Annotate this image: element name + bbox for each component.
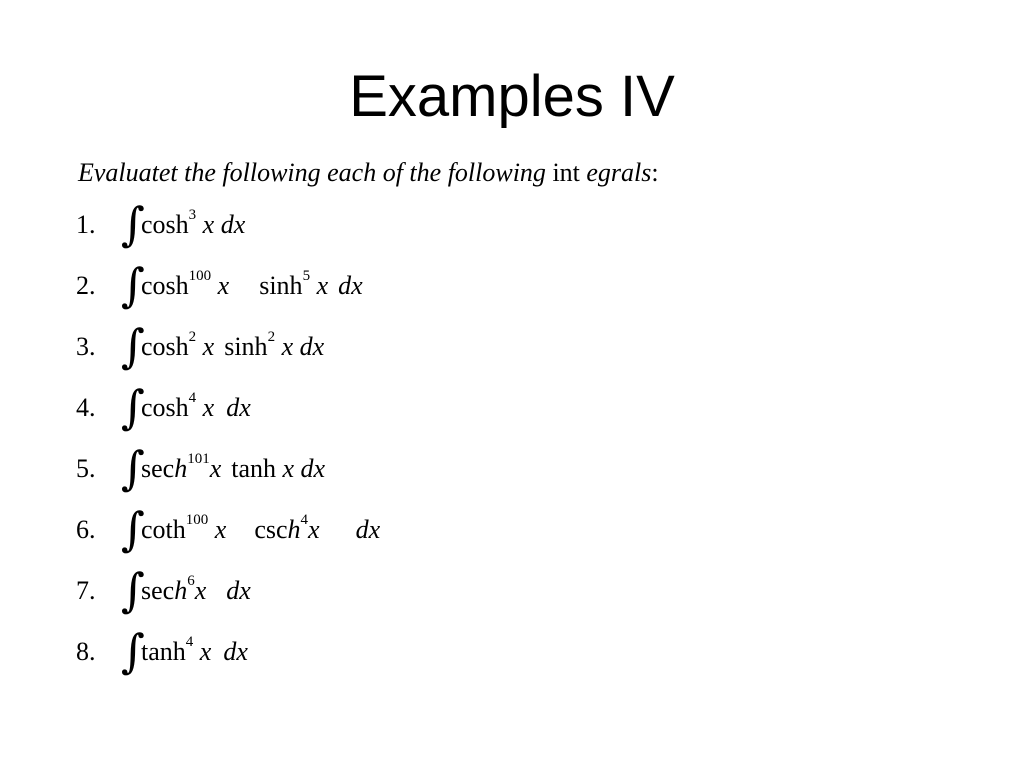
problem-number: 3. [76, 332, 96, 361]
math-function: cosh [141, 271, 189, 300]
integral-sign-icon: ∫ [121, 441, 145, 495]
math-variable: h [174, 576, 188, 605]
problem-number: 7. [76, 576, 96, 605]
exponent: 101 [187, 451, 210, 468]
integral-sign-icon: ∫ [121, 624, 145, 678]
math-function: cosh [141, 393, 189, 422]
math-variable: dx [223, 637, 248, 666]
math-function: sec [141, 454, 175, 483]
math-variable: x dx [276, 454, 326, 483]
instruction-part-2: int [552, 158, 580, 187]
instruction-part-4: : [651, 158, 659, 187]
math-function: sec [141, 576, 175, 605]
integrand-expression [141, 207, 246, 240]
math-function: coth [141, 515, 186, 544]
instruction-text [78, 156, 659, 190]
math-variable: dx [338, 271, 363, 300]
exponent: 3 [188, 207, 197, 224]
math-function: cosh [141, 332, 189, 361]
math-variable: x [193, 637, 212, 666]
math-variable: x [308, 515, 320, 544]
math-variable: x [310, 271, 329, 300]
instruction-part-1: Evaluatet the following each of the following [78, 158, 553, 187]
math-variable: x [196, 332, 215, 361]
problem-number: 1. [76, 210, 96, 239]
problem-number: 4. [76, 393, 96, 422]
math-function: sinh [224, 332, 268, 361]
integrand-expression [141, 573, 251, 606]
integrand-expression [141, 512, 381, 545]
problem-number: 5. [76, 454, 96, 483]
math-variable: dx [226, 576, 251, 605]
exponent: 6 [187, 573, 195, 590]
math-variable: h [287, 515, 301, 544]
problem-number: 8. [76, 637, 96, 666]
math-variable: x dx [275, 332, 325, 361]
integral-sign-icon: ∫ [121, 502, 145, 556]
integrand-expression [141, 451, 326, 484]
problem-number: 2. [76, 271, 96, 300]
exponent: 2 [188, 329, 197, 346]
math-function: cosh [141, 210, 189, 239]
math-variable: x [208, 515, 227, 544]
integrand-expression [141, 329, 325, 362]
integral-sign-icon: ∫ [121, 258, 145, 312]
integrand-expression [141, 390, 251, 423]
integral-sign-icon: ∫ [121, 380, 145, 434]
integral-sign-icon: ∫ [121, 319, 145, 373]
math-variable: dx [355, 515, 381, 544]
problem-number: 6. [76, 515, 96, 544]
math-function: csc [254, 515, 288, 544]
math-variable: x dx [196, 210, 246, 239]
exponent: 4 [185, 634, 194, 651]
exponent: 100 [185, 512, 209, 529]
math-variable: x [194, 576, 207, 605]
exponent: 4 [300, 512, 309, 529]
math-variable: x [196, 393, 215, 422]
instruction-part-3: egrals [579, 158, 652, 187]
math-function: tanh [231, 454, 277, 483]
exponent: 100 [188, 268, 212, 285]
math-variable: dx [226, 393, 251, 422]
math-function: sinh [259, 271, 303, 300]
integral-sign-icon: ∫ [121, 563, 145, 617]
math-variable: x [211, 271, 230, 300]
math-variable: h [174, 454, 188, 483]
math-function: tanh [141, 637, 186, 666]
exponent: 2 [267, 329, 276, 346]
slide-title: Examples IV [349, 64, 675, 129]
integral-sign-icon: ∫ [121, 197, 145, 251]
exponent: 5 [302, 268, 311, 285]
math-variable: x [209, 454, 222, 483]
integrand-expression [141, 268, 363, 301]
integrand-expression [141, 634, 248, 667]
exponent: 4 [188, 390, 197, 407]
